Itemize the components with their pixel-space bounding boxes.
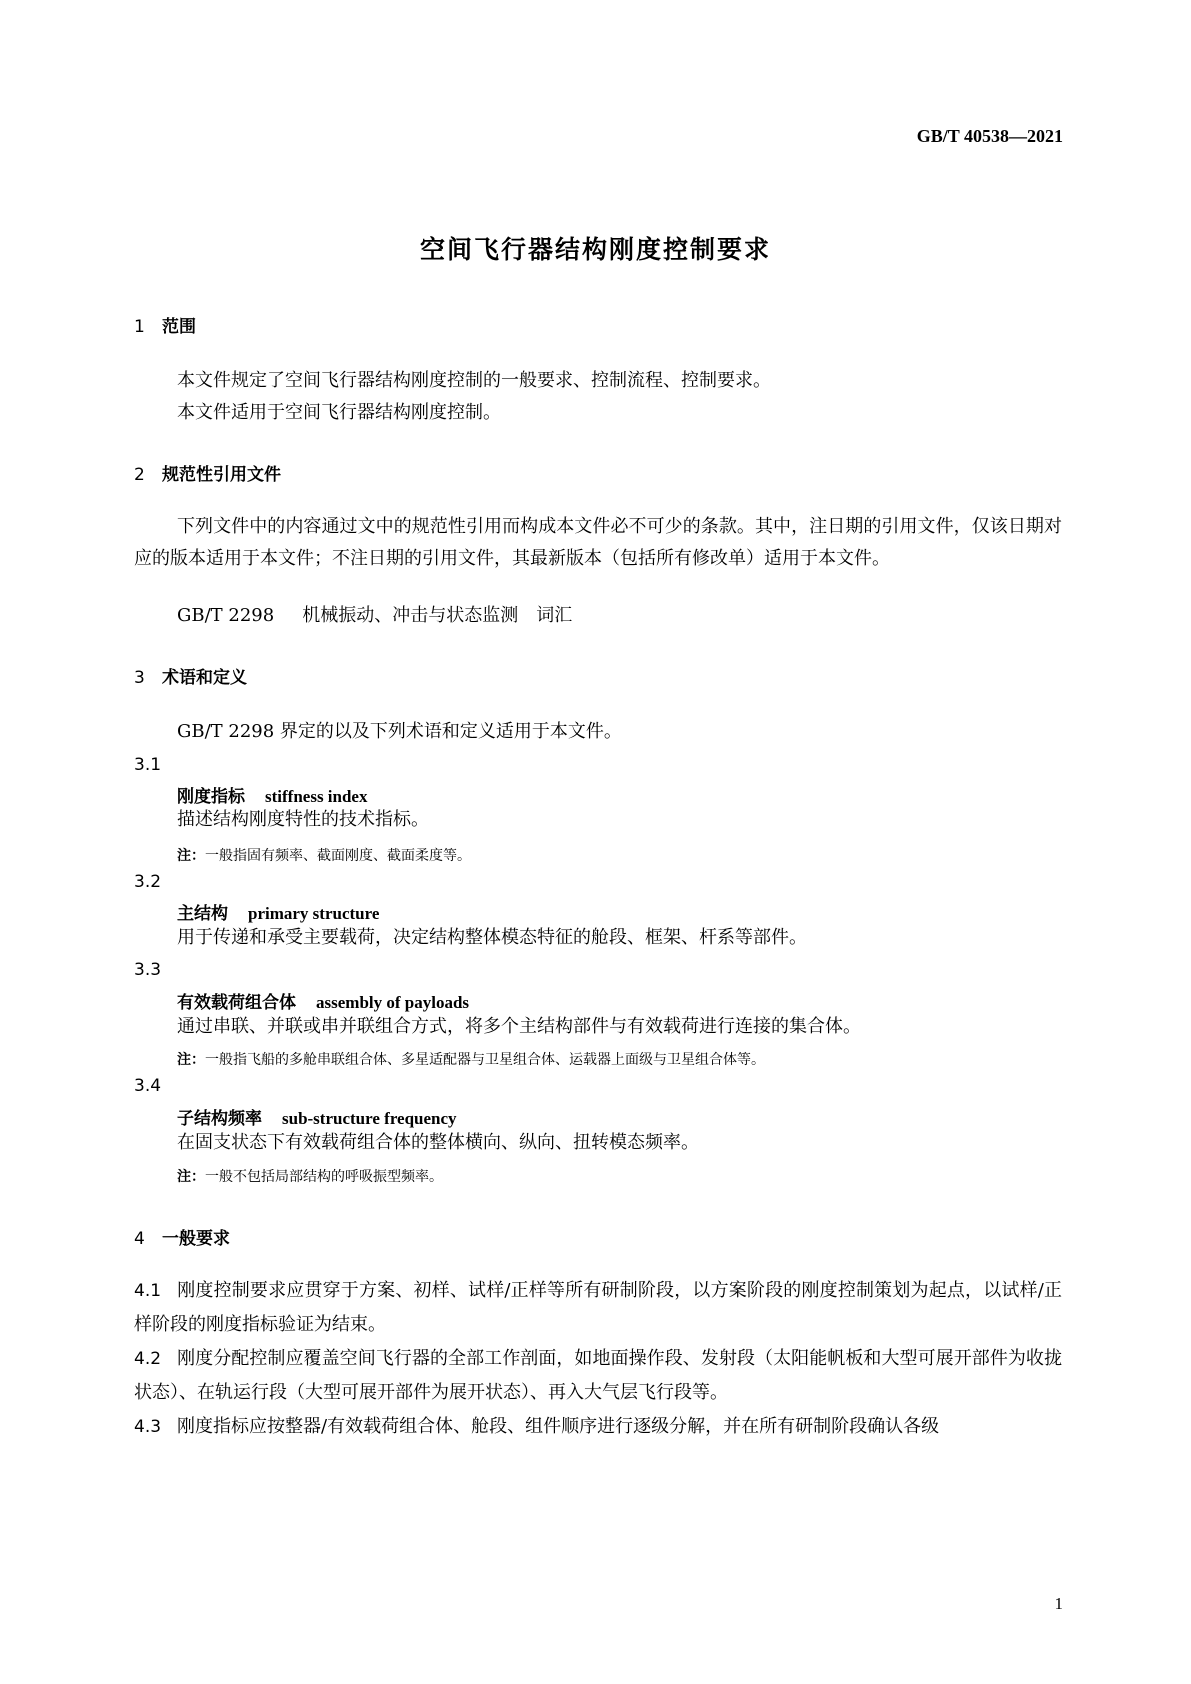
- clause-text: 刚度指标应按整器/有效载荷组合体、舱段、组件顺序进行逐级分解，并在所有研制阶段确认各级: [177, 1416, 940, 1437]
- note: [177, 845, 471, 865]
- term-zh: 有效载荷组合体: [177, 993, 296, 1013]
- section-title: 一般要求: [162, 1229, 230, 1249]
- clause-number: 4.3: [134, 1417, 162, 1437]
- term-definition: 通过串联、并联或串并联组合方式，将多个主结构部件与有效载荷进行连接的集合体。: [177, 1016, 861, 1037]
- clause-number: 4.1: [134, 1281, 162, 1301]
- term-definition: 在固支状态下有效载荷组合体的整体横向、纵向、扭转模态频率。: [177, 1132, 699, 1153]
- section-number: 2: [134, 465, 145, 485]
- term-en: stiffness index: [265, 787, 368, 806]
- document-title: 空间飞行器结构刚度控制要求: [419, 235, 771, 264]
- standard-number: GB/T 40538—2021: [916, 126, 1063, 146]
- paragraph: 本文件适用于空间飞行器结构刚度控制。: [177, 402, 501, 423]
- term-heading: [177, 988, 469, 1013]
- note-label: 注：: [177, 1052, 205, 1068]
- term-number: 3.4: [134, 1076, 162, 1096]
- section-2-heading: [134, 460, 281, 485]
- term-zh: 主结构: [177, 904, 228, 924]
- term-number: 3.3: [134, 960, 162, 980]
- clause-number: 4.2: [134, 1349, 162, 1369]
- section-number: 1: [134, 317, 145, 337]
- section-3-heading: [134, 663, 247, 688]
- section-title: 规范性引用文件: [162, 465, 281, 485]
- paragraph: 下列文件中的内容通过文中的规范性引用而构成本文件必不可少的条款。其中，注日期的引用文件，仅该日期对应的版本适用于本文件；不注日期的引用文件，其最新版本（包括所有修改单）适用于本文件。: [134, 516, 1062, 569]
- clause: [134, 1274, 1062, 1342]
- clause-text: 刚度分配控制应覆盖空间飞行器的全部工作剖面，如地面操作段、发射段（太阳能帆板和大型可展开部件为收拢状态）、在轨运行段（大型可展开部件为展开状态）、再入大气层飞行段等。: [134, 1348, 1062, 1403]
- section-number: 4: [134, 1229, 145, 1249]
- term-zh: 子结构频率: [177, 1109, 262, 1129]
- note-text: 一般指固有频率、截面刚度、截面柔度等。: [205, 848, 471, 864]
- section-4-heading: [134, 1224, 230, 1249]
- note-text: 一般不包括局部结构的呼吸振型频率。: [205, 1169, 443, 1185]
- section-title: 范围: [162, 317, 196, 337]
- note-label: 注：: [177, 1169, 205, 1185]
- term-number: 3.2: [134, 872, 162, 892]
- term-number: 3.1: [134, 755, 162, 775]
- clause-text: 刚度控制要求应贯穿于方案、初样、试样/正样等所有研制阶段，以方案阶段的刚度控制策划为起点，以试样/正样阶段的刚度指标验证为结束。: [134, 1280, 1062, 1335]
- term-en: sub-structure frequency: [282, 1109, 457, 1128]
- note: [177, 1166, 443, 1186]
- note-text: 一般指飞船的多舱串联组合体、多星适配器与卫星组合体、运载器上面级与卫星组合体等。: [205, 1052, 765, 1068]
- clause: [134, 1342, 1062, 1410]
- term-en: primary structure: [248, 904, 380, 923]
- page-number: 1: [1054, 1594, 1063, 1613]
- section-title: 术语和定义: [162, 668, 247, 688]
- paragraph: 本文件规定了空间飞行器结构刚度控制的一般要求、控制流程、控制要求。: [177, 370, 771, 391]
- term-en: assembly of payloads: [316, 993, 470, 1012]
- term-heading: [177, 1104, 457, 1129]
- section-1-heading: [134, 312, 196, 337]
- paragraph: GB/T 2298 界定的以及下列术语和定义适用于本文件。: [177, 721, 622, 742]
- clause: [134, 1410, 1062, 1444]
- reference-entry: [177, 600, 572, 632]
- term-definition: 用于传递和承受主要载荷，决定结构整体模态特征的舱段、框架、杆系等部件。: [177, 927, 807, 948]
- term-definition: 描述结构刚度特性的技术指标。: [177, 809, 429, 830]
- reference-code: GB/T 2298: [177, 605, 275, 626]
- term-zh: 刚度指标: [177, 787, 245, 807]
- note: [177, 1049, 765, 1069]
- note-label: 注：: [177, 848, 205, 864]
- section-number: 3: [134, 668, 145, 688]
- reference-title: 机械振动、冲击与状态监测 词汇: [302, 605, 573, 626]
- term-heading: [177, 899, 379, 924]
